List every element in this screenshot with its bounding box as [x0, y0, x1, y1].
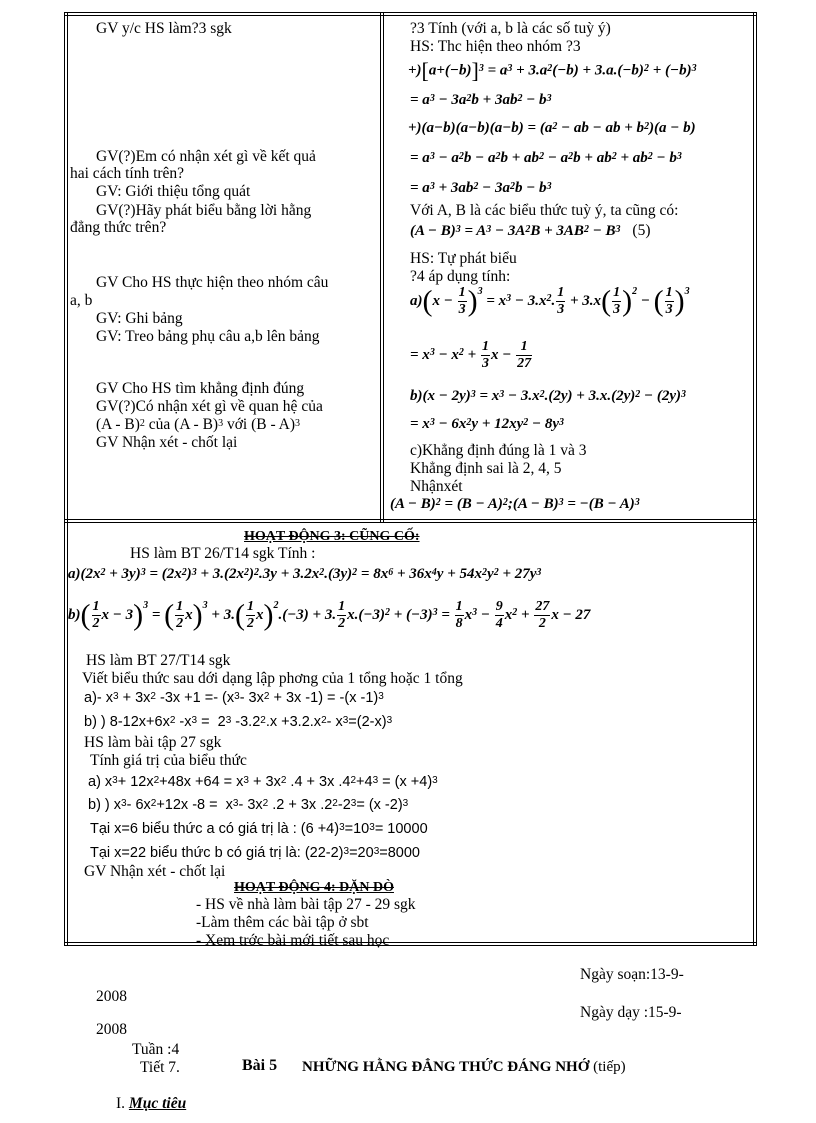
- section-4-line-1: - HS về nhà làm bài tập 27 - 29 sgk: [196, 896, 416, 913]
- lesson-title-tiep: (tiếp): [593, 1059, 626, 1075]
- section-3-line-6: Tại x=6 biểu thức a có giá trị là : $(6 +4)^3=10^3= 10000$: [90, 821, 428, 837]
- right-line-1: ?3 Tính (với a, b là các số tuỳ ý): [410, 20, 611, 37]
- bt27-b: b) ) $8-12x+6x^2$ $-x^3 = 2^3$ $-3.2^2.x +3.2.x^2-$ $x^3=(2-x)^3$: [84, 714, 393, 730]
- left-line-3: GV: Giới thiệu tổng quát: [96, 183, 251, 200]
- left-line-8: GV Cho HS tìm khẳng định đúng: [96, 380, 305, 397]
- section-3-line-7: Tại x=22 biểu thức b có giá trị là: $(22-2)^3=20^3=8000$: [90, 845, 420, 861]
- right-line-8: Nhậnxét: [410, 478, 463, 495]
- table-top-border: [64, 12, 757, 16]
- muc-tieu-label: Mục tiêu: [128, 1095, 187, 1112]
- table-bottom-border: [64, 942, 757, 946]
- section-3-line-8: GV Nhận xét - chốt lại: [84, 863, 226, 880]
- formula-nhan-xet: $(A - B)^2 = (B$ − $A)^2;(A - B)^3 = -(B - A)^3$: [390, 496, 640, 512]
- right-line-3: Với A, B là các biểu thức tuỳ ý, ta cũng có:: [410, 202, 679, 219]
- year-2: 2008: [96, 1021, 127, 1038]
- left-line-5b: a, b: [70, 292, 93, 309]
- section-3-line-5: Tính giá trị của biểu thức: [90, 752, 247, 769]
- left-line-11: GV Nhận xét - chốt lại: [96, 434, 238, 451]
- left-line-7: GV: Treo bảng phụ câu a,b lên bảng: [96, 328, 320, 345]
- left-line-9: GV(?)Có nhận xét gì về quan hệ của: [96, 398, 323, 415]
- formula-5-number: (5): [632, 222, 651, 239]
- right-line-2: HS: Thc hiện theo nhóm ?3: [410, 38, 581, 55]
- left-line-2a: GV(?)Em có nhận xét gì về kết quả: [96, 148, 316, 165]
- value-b-mid: =20: [349, 845, 374, 861]
- muc-tieu-number: I.: [116, 1095, 126, 1112]
- value-a-text: Tại x=6 biểu thức a có giá trị là : (6 +4): [90, 821, 340, 837]
- left-line-5a: GV Cho HS thực hiện theo nhóm câu: [96, 274, 329, 291]
- left-line-4a: GV(?)Hãy phát biểu bằng lời hằng: [96, 202, 312, 219]
- expr-voi-b-minus-a: với (B - A): [226, 416, 296, 433]
- tuan: Tuần :4: [132, 1041, 180, 1058]
- formula-5: $(A - B)^3 = A^3 - 3A^2B + 3AB^2 - B^3$ (5): [410, 222, 651, 239]
- formula-q3-1: $+)[a+(-b)]^3 = a^3 + 3.a^2(-b) + 3.a.(-b)^2 + (-b)^3$: [408, 58, 697, 83]
- table-left-border: [64, 12, 68, 946]
- left-line-6: GV: Ghi bảng: [96, 310, 183, 327]
- bt28-a: a) $x^3+ 12x^2+48x +64 = x^3 + 3x^2$ .4 + 3x $.4^2+4^3 = (x +4)^3$: [88, 774, 438, 790]
- lesson-title: [302, 1059, 626, 1076]
- section-3-line-3: Viết biểu thức sau dới dạng lập phơng của 1 tổng hoặc 1 tổng: [82, 670, 463, 687]
- expr-a-minus-b: (A - B): [96, 416, 140, 433]
- section-3-title: HOẠT ĐỘNG 3: CŨNG CỐ:: [244, 529, 420, 544]
- left-line-4b: đẳng thức trên?: [70, 219, 167, 236]
- left-line-1: GV y/c HS làm?3 sgk: [96, 20, 232, 37]
- formula-q3-5: = $a^3 + 3ab^2 - 3a^2b - b^3$: [410, 180, 552, 196]
- value-a-result: = 10000: [374, 821, 428, 837]
- formula-q3-4: = $a^3 - a^2b - a^2b + ab^2 - a^2b + ab^2 + ab^2 - b^3$: [410, 150, 682, 166]
- section-3-line-2: HS làm BT 27/T14 sgk: [86, 652, 231, 669]
- lesson-title-text: NHỮNG HẰNG ĐẲNG THỨC ĐÁNG NHỚ: [302, 1059, 590, 1075]
- left-line-10: (A - B)$^2$ của (A - B)$^3$ với (B - A)$^3$: [96, 416, 301, 433]
- year-1: 2008: [96, 988, 127, 1005]
- table-column-divider: [380, 12, 384, 523]
- ngay-day: Ngày dạy :15-9-: [580, 1004, 682, 1021]
- section-3-line-4: HS làm bài tập 27 sgk: [84, 734, 222, 751]
- value-a-mid: =10: [344, 821, 370, 837]
- table-right-border: [753, 12, 757, 946]
- right-line-7: Khẳng định sai là 2, 4, 5: [410, 460, 562, 477]
- table-middle-border: [64, 519, 757, 523]
- section-4-title: HOẠT ĐỘNG 4: DẶN DÒ: [234, 880, 394, 895]
- bai-number: Bài 5: [242, 1057, 278, 1074]
- bt28-b: b) ) $x^3-$ $6x^2+12x$ $-8 = x^3-$ $3x^2$ .2 + 3x $.2^2-2^3= (x$ -2)$^3$: [88, 797, 409, 813]
- formula-q3-2: = $a^3 - 3a^2b + 3ab^2 - b^3$: [410, 92, 552, 108]
- section-3-line-1: HS làm BT 26/T14 sgk Tính :: [130, 545, 316, 562]
- right-line-5: ?4 áp dụng tính:: [410, 268, 511, 285]
- ngay-soan: Ngày soạn:13-9-: [580, 966, 684, 983]
- formula-q4-b2: = $x^3 - 6x^2y + 12xy^2 - 8y^3$: [410, 416, 565, 432]
- value-b-text: Tại x=22 biểu thức b có giá trị là: (22-2): [90, 845, 344, 861]
- section-4-line-2: -Làm thêm các bài tập ở sbt: [196, 914, 369, 931]
- formula-q4-a2: = $x^3 - x^2$ + $\frac{1}{3}$ x − $\frac{1}{27}$: [410, 339, 532, 371]
- left-line-2b: hai cách tính trên?: [70, 165, 185, 182]
- formula-q4-a1: a)(x − $\frac{1}{3}$ )$^3 = x^3 - 3.x^2$. $\frac{1}{3}$ + 3.x( $\frac{1}{3}$ )$^2$ − ( $\frac{1}{3}$ )$^3$: [410, 284, 690, 318]
- formula-bt26-b: b)( $\frac{1}{2}$ x − 3)$^3$ = ( $\frac{1}{2}$ x)$^3$ + 3.( $\frac{1}{2}$ x)$^2$.(−3) + 3. $\frac{1}{2}$ $x.(-3)^2 + (-3)^3$ = $\frac{1}{8}$ $x^3$ − $\frac{9}{4}$ $x^2$ + $\frac{27}{2}$ x − 27: [68, 598, 591, 632]
- right-line-6: c)Khẳng định đúng là 1 và 3: [410, 442, 587, 459]
- expr-cua-a-minus-b: của (A - B): [148, 416, 219, 433]
- formula-bt26-a: $a)(2x^2 + 3y)^3 = (2x^2)^3 + 3.(2x^2)^2.3y + 3.2x^2.(3y)^2 = 8x^6 + 36x^4y + 54x^2y^2 + 27y^3$: [68, 566, 542, 582]
- formula-q3-3: $+)(a-b)(a-b)(a-b) = (a^2$ − ab − ab + $b^2)(a - b)$: [408, 120, 696, 136]
- muc-tieu: [116, 1095, 186, 1113]
- right-line-4: HS: Tự phát biểu: [410, 250, 517, 267]
- formula-q4-b1: $b)(x - 2y)^3 = x^3 - 3.x^2.(2y) + 3.x.(2y)^2 - (2y)^3$: [410, 388, 686, 404]
- tiet: Tiết 7.: [140, 1059, 180, 1076]
- bt27-a: a)- $x^3 + 3x^2$ $-3x +1 =- (x^3-$ $3x^2 + 3x$ -1) = -(x -1)$^3$: [84, 690, 384, 706]
- value-b-result: =8000: [379, 845, 420, 861]
- section-4-line-3: - Xem trớc bài mới tiết sau học: [196, 932, 390, 949]
